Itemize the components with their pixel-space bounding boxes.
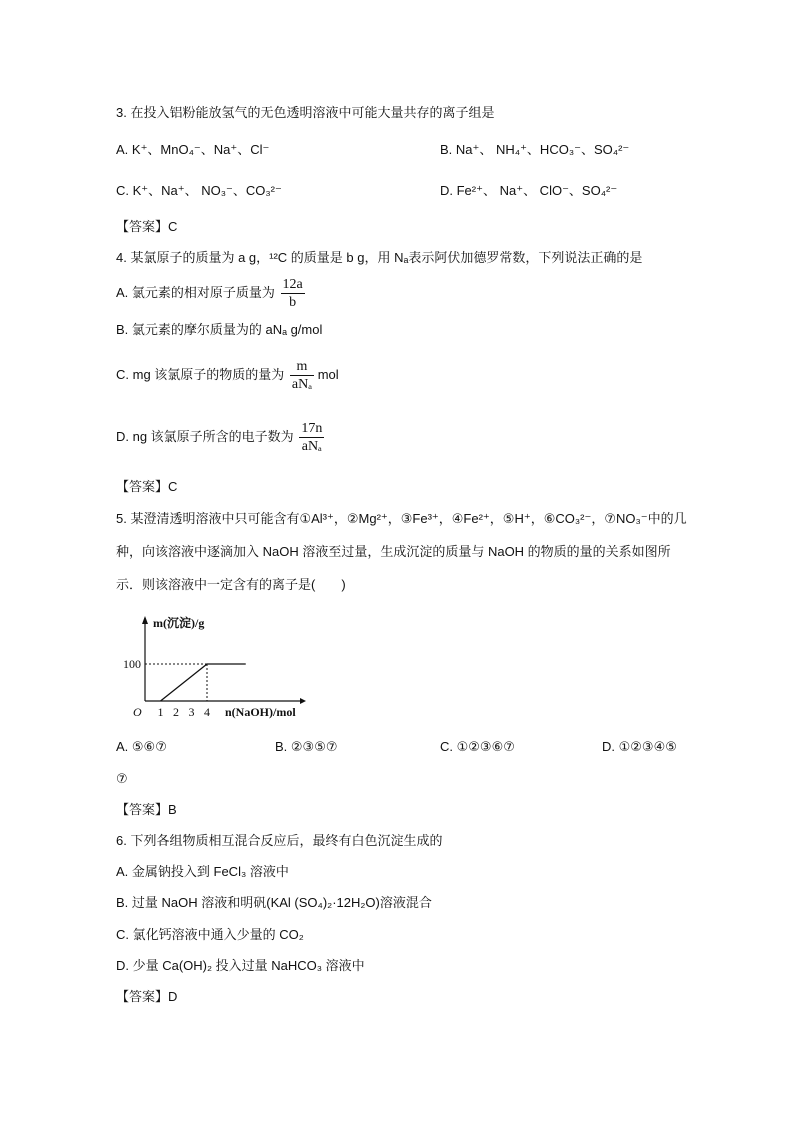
y-tick-label: 100 [123, 657, 141, 671]
q5-stem-line3: 示．则该溶液中一定含有的离子是( ) [116, 577, 346, 592]
x-tick-label: 4 [204, 705, 210, 719]
q3-option-a: A. K⁺、MnO₄⁻、Na⁺、Cl⁻ [116, 142, 270, 157]
y-axis-label: m(沉淀)/g [153, 616, 205, 630]
fraction [299, 421, 324, 454]
q3-option-b: B. Na⁺、 NH₄⁺、HCO₃⁻、SO₄²⁻ [440, 142, 630, 157]
q4-option-a [116, 276, 305, 310]
precipitate-line [161, 664, 246, 701]
fraction-numerator: 17n [301, 421, 323, 437]
q6-stem: 6. 下列各组物质相互混合反应后，最终有白色沉淀生成的 [116, 833, 443, 848]
option-text: A. 氯元素的相对原子质量为 [116, 285, 275, 300]
x-tick-label: 2 [173, 705, 179, 719]
origin-label: O [133, 705, 142, 719]
fraction-denominator: aNₐ [291, 377, 313, 393]
answer-value: B [168, 802, 177, 817]
x-axis-label: n(NaOH)/mol [225, 705, 296, 719]
x-axis-arrow [300, 698, 306, 704]
fraction [290, 359, 314, 392]
answer-value: D [168, 989, 178, 1004]
q6-answer [116, 988, 177, 1006]
q5-option-c: C. ①②③⑥⑦ [440, 739, 515, 754]
q5-option-d-wrap: ⑦ [116, 771, 128, 786]
answer-tag: 【答案】 [116, 479, 169, 494]
precipitate-chart [112, 608, 322, 726]
q5-option-d: D. ①②③④⑤ [602, 739, 677, 754]
option-text: C. mg 该氯原子的物质的量为 [116, 367, 285, 382]
q4-answer [116, 478, 177, 496]
q6-option-a: A. 金属钠投入到 FeCl₃ 溶液中 [116, 864, 289, 879]
q5-stem-line1: 5. 某澄清透明溶液中只可能含有①Al³⁺，②Mg²⁺，③Fe³⁺，④Fe²⁺，⑤H⁺，⑥CO₃²⁻，⑦NO₃⁻中的几 [116, 511, 687, 526]
x-tick-label: 3 [188, 705, 195, 719]
q6-option-c: C. 氯化钙溶液中通入少量的 CO₂ [116, 927, 304, 942]
q3-option-c: C. K⁺、Na⁺、 NO₃⁻、CO₃²⁻ [116, 183, 282, 198]
x-tick-label: 1 [157, 705, 164, 719]
fraction-numerator: 12a [282, 277, 303, 293]
q5-option-a: A. ⑤⑥⑦ [116, 739, 167, 754]
fraction-numerator: m [290, 359, 314, 376]
q4-option-b: B. 氯元素的摩尔质量为的 aNₐ g/mol [116, 322, 323, 337]
fraction-denominator: aNₐ [301, 439, 322, 455]
fraction [281, 277, 305, 310]
q4-option-d [116, 416, 324, 458]
q3-option-d: D. Fe²⁺、 Na⁺、 ClO⁻、SO₄²⁻ [440, 183, 618, 198]
answer-tag: 【答案】 [116, 989, 169, 1004]
option-text: D. ng 该氯原子所含的电子数为 [116, 429, 294, 444]
q5-answer [116, 801, 177, 819]
y-axis-arrow [142, 616, 148, 624]
q6-option-d: D. 少量 Ca(OH)₂ 投入过量 NaHCO₃ 溶液中 [116, 958, 365, 973]
fraction-denominator: b [289, 295, 297, 311]
q3-stem: 3. 在投入铝粉能放氢气的无色透明溶液中可能大量共存的离子组是 [116, 105, 495, 120]
answer-value: C [168, 479, 178, 494]
answer-tag: 【答案】 [116, 802, 169, 817]
q4-option-c [116, 355, 339, 395]
q5-option-b: B. ②③⑤⑦ [275, 739, 338, 754]
answer-tag: 【答案】 [116, 219, 169, 234]
q6-option-b: B. 过量 NaOH 溶液和明矾(KAl (SO₄)₂·12H₂O)溶液混合 [116, 895, 432, 910]
option-unit: mol [317, 367, 339, 382]
q5-stem-line2: 种，向该溶液中逐滴加入 NaOH 溶液至过量，生成沉淀的质量与 NaOH 的物质的量的关系如图所 [116, 544, 671, 559]
answer-value: C [168, 219, 178, 234]
q3-answer [116, 218, 177, 236]
q4-stem: 4. 某氯原子的质量为 a g，¹²C 的质量是 b g，用 Nₐ表示阿伏加德罗常数，下列说法正确的是 [116, 250, 643, 265]
